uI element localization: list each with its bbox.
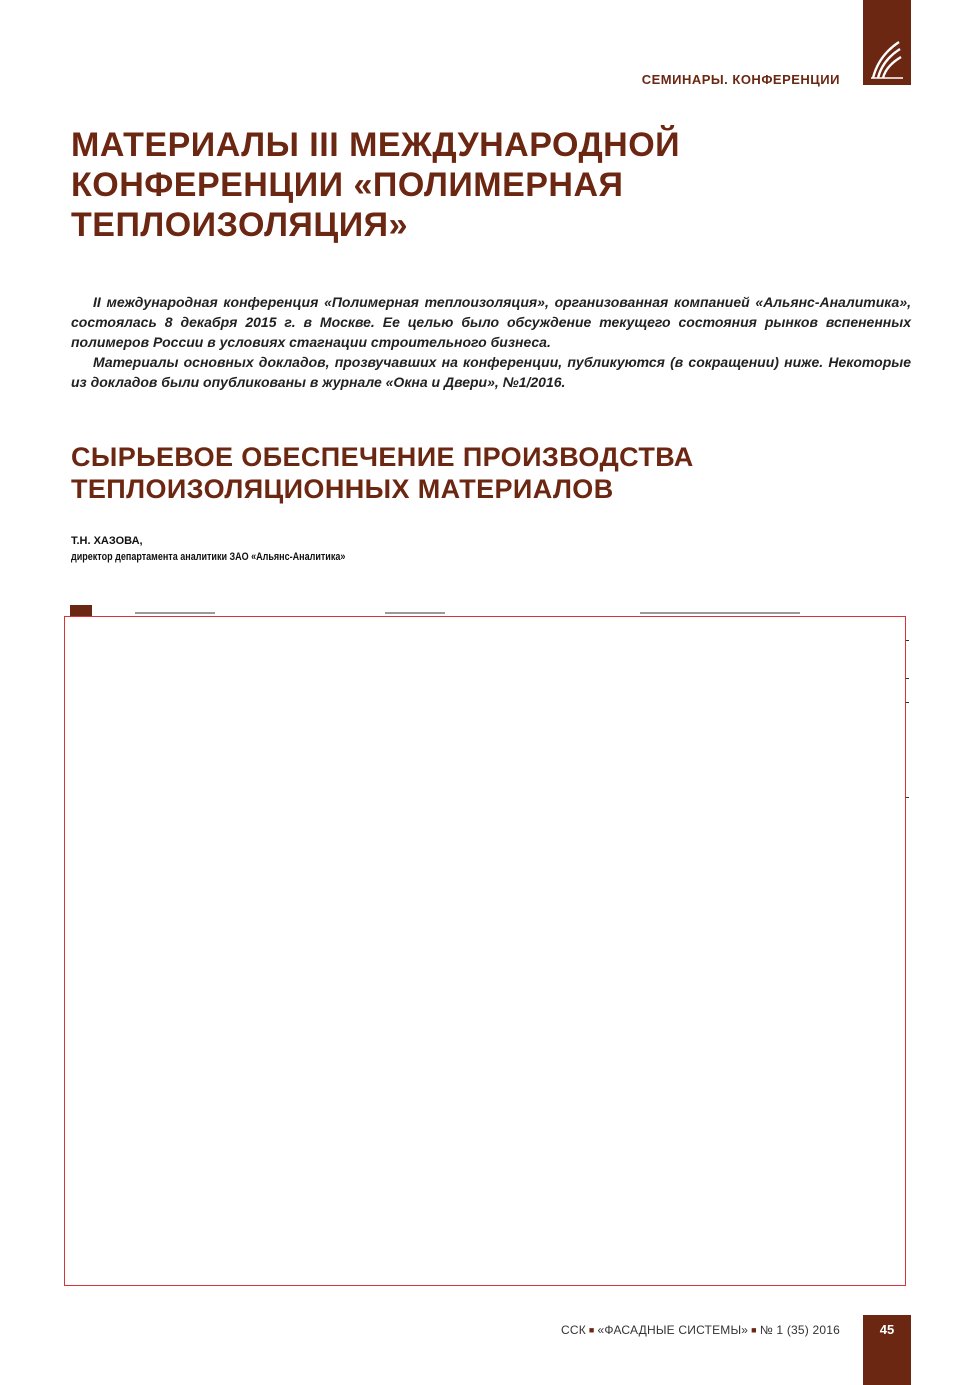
text-fragment [640, 612, 800, 614]
publisher-logo-icon [867, 38, 907, 82]
separator-icon: ■ [751, 1325, 757, 1335]
edge-mark [906, 640, 909, 641]
page-number: 45 [879, 1322, 895, 1337]
article-subtitle: СЫРЬЕВОЕ ОБЕСПЕЧЕНИЕ ПРОИЗВОДСТВА ТЕПЛОИЗОЛЯЦИОННЫХ МАТЕРИАЛОВ [71, 442, 694, 504]
drop-cap-fragment [70, 605, 92, 616]
footer-publisher: ССК [560, 1323, 586, 1337]
separator-icon: ■ [588, 1325, 595, 1335]
main-title: МАТЕРИАЛЫ III МЕЖДУНАРОДНОЙ КОНФЕРЕНЦИИ «ПОЛИМЕРНАЯ ТЕПЛОИЗОЛЯЦИЯ» [71, 126, 681, 244]
author-name: Т.Н. ХАЗОВА, [71, 535, 143, 547]
text-fragment [135, 612, 215, 614]
corner-tab [863, 0, 911, 85]
intro-block [71, 292, 911, 392]
text-fragment [385, 612, 445, 614]
footer-issue: № 1 (35) 2016 [759, 1323, 840, 1337]
section-label: СЕМИНАРЫ. КОНФЕРЕНЦИИ [641, 72, 840, 87]
edge-mark [906, 702, 909, 703]
footer-magazine: «ФАСАДНЫЕ СИСТЕМЫ» [597, 1323, 749, 1337]
edge-mark [906, 797, 909, 798]
author-role: директор департамента аналитики ЗАО «Альянс-Аналитика» [71, 551, 346, 563]
footer-publication [561, 1323, 840, 1337]
edge-mark [906, 678, 909, 679]
article-body-frame [64, 616, 906, 1286]
intro-paragraph: II международная конференция «Полимерная теплоизоляция», организованная компанией «Альянс-Аналитика», состоялась 8 декабря 2015 г. в Москве. Ее целью было обсуждение текущего состояния рынков вспененных полимеров России в условиях стагнации строительного бизнеса. [71, 294, 911, 350]
page-tab [863, 1315, 911, 1385]
intro-paragraph: Материалы основных докладов, прозвучавших на конференции, публикуются (в сокращении) ниже. Некоторые из докладов были опубликованы в журнале «Окна и Двери», №1/2016. [71, 354, 911, 390]
